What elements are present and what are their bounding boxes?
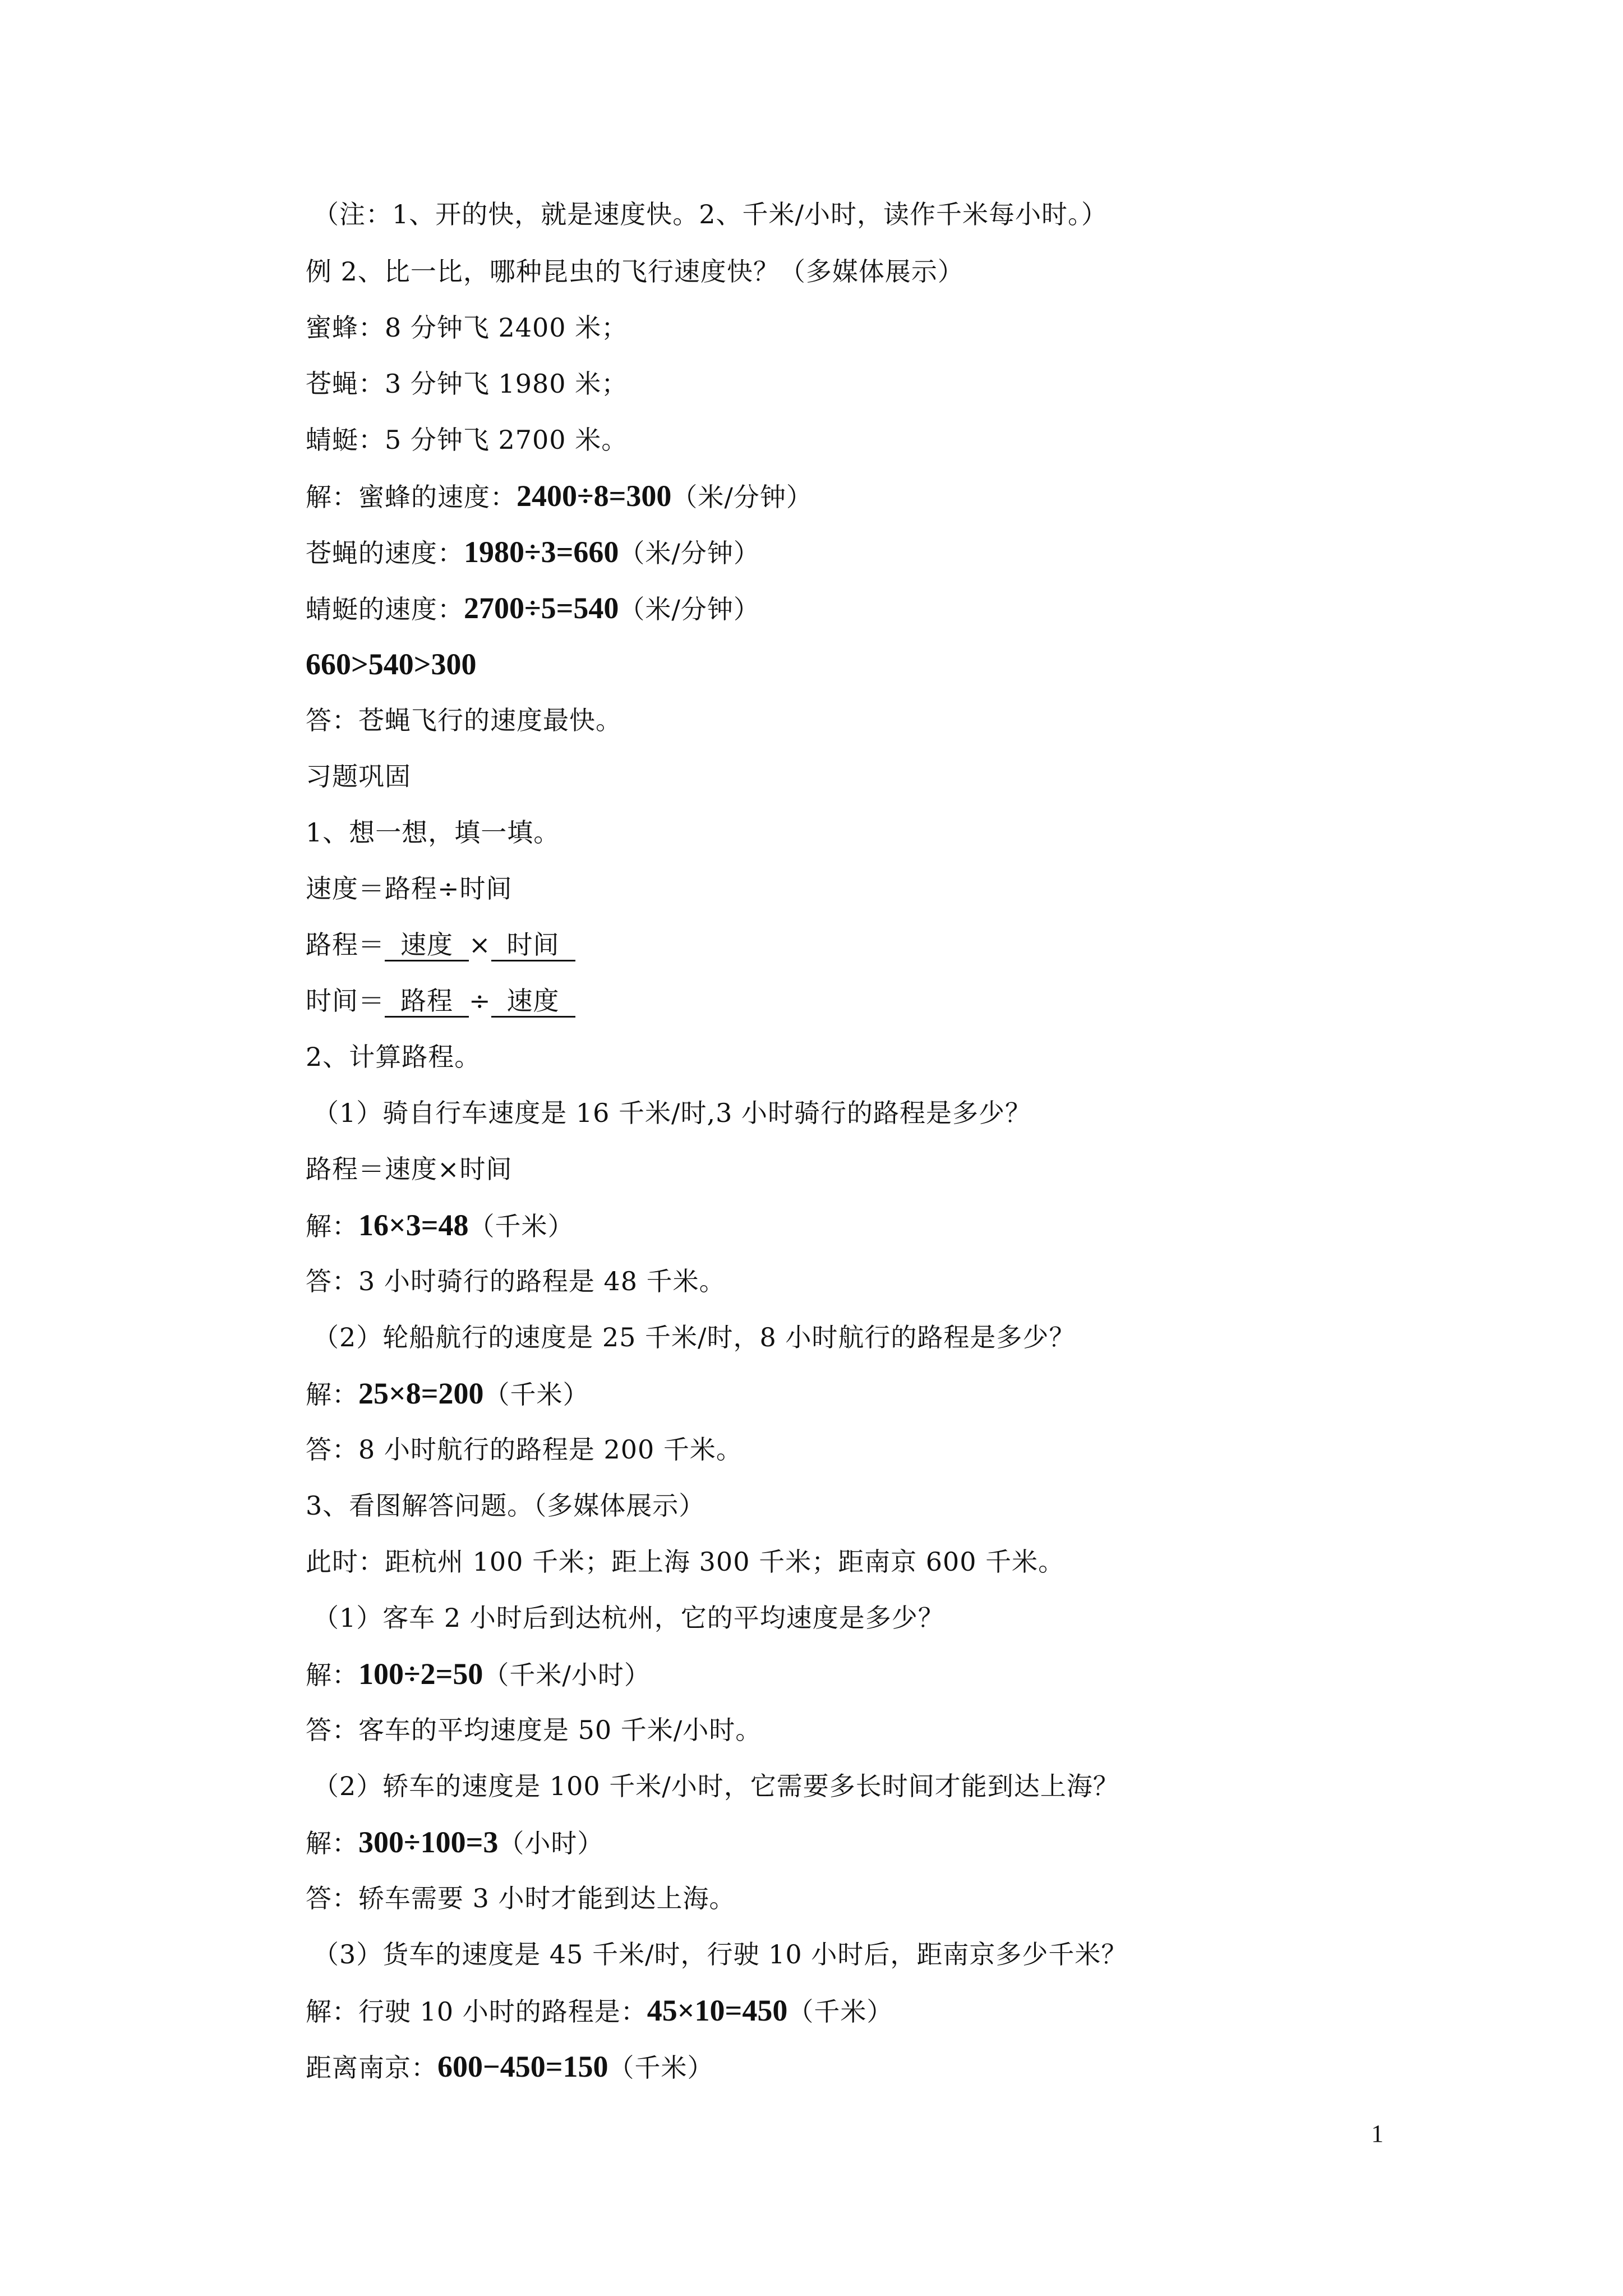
practice-title: 习题巩固 [306, 761, 411, 792]
question-3-3-solution [306, 1993, 893, 2030]
question-2-2-solution [306, 1375, 589, 1412]
solution-math: 2700÷5=540 [464, 591, 619, 625]
solution-unit: （千米） [483, 1379, 589, 1410]
formula-blank: 速度 [385, 930, 469, 961]
formula-operator: × [469, 930, 491, 960]
solution-math: 300÷100=3 [358, 1825, 499, 1859]
question-2-title: 2、计算路程。 [306, 1042, 481, 1072]
speed-comparison [306, 646, 477, 683]
solution-prefix: 解： [306, 1379, 358, 1410]
formula-blank: 速度 [491, 986, 575, 1018]
example-2-answer: 答：苍蝇飞行的速度最快。 [306, 705, 622, 735]
solution-unit: （米/分钟） [619, 538, 760, 568]
question-3-1-answer: 答：客车的平均速度是 50 千米/小时。 [306, 1715, 762, 1745]
question-3-2-solution [306, 1824, 603, 1861]
solution-math: 25×8=200 [358, 1377, 484, 1410]
question-2-2-answer: 答：8 小时航行的路程是 200 千米。 [306, 1434, 743, 1465]
solution-unit: （千米） [468, 1211, 574, 1241]
solution-prefix: 苍蝇的速度： [306, 538, 464, 568]
page-number: 1 [1371, 2120, 1384, 2147]
solution-math: 100÷2=50 [358, 1657, 483, 1691]
solution-unit: （米/分钟） [619, 594, 760, 624]
solution-math: 45×10=450 [647, 1994, 788, 2027]
solution-prefix: 解： [306, 1660, 358, 1690]
dragonfly-speed-solution [306, 590, 760, 627]
question-2-1-solution [306, 1207, 574, 1244]
question-1-title: 1、想一想，填一填。 [306, 817, 560, 848]
bee-data: 蜜蜂：8 分钟飞 2400 米； [306, 312, 628, 343]
dragonfly-data: 蜻蜓：5 分钟飞 2700 米。 [306, 425, 628, 455]
question-3-info: 此时：距杭州 100 千米；距上海 300 千米；距南京 600 千米。 [306, 1547, 1065, 1577]
solution-math: 2400÷8=300 [517, 479, 672, 513]
note-line: （注：1、开的快，就是速度快。2、千米/小时，读作千米每小时。） [313, 199, 1108, 229]
solution-math: 16×3=48 [358, 1208, 469, 1242]
question-2-1: （1）骑自行车速度是 16 千米/时,3 小时骑行的路程是多少？ [313, 1098, 1032, 1128]
solution-math: 600−450=150 [437, 2050, 608, 2083]
formula-blank: 路程 [385, 986, 469, 1018]
solution-prefix: 蜻蜓的速度： [306, 594, 464, 624]
solution-unit: （千米） [608, 2053, 714, 2083]
question-3-title: 3、看图解答问题。（多媒体展示） [306, 1490, 706, 1521]
solution-unit: （千米） [787, 1996, 893, 2027]
formula-prefix: 时间＝ [306, 986, 385, 1016]
comparison-math: 660>540>300 [306, 647, 477, 681]
time-formula [306, 983, 575, 1019]
question-3-2: （2）轿车的速度是 100 千米/小时，它需要多长时间才能到达上海？ [313, 1771, 1119, 1801]
question-3-1: （1）客车 2 小时后到达杭州，它的平均速度是多少？ [313, 1603, 944, 1633]
question-3-2-answer: 答：轿车需要 3 小时才能到达上海。 [306, 1883, 736, 1913]
formula-prefix: 路程＝ [306, 930, 385, 960]
distance-formula [306, 927, 575, 963]
formula-operator: ÷ [469, 986, 491, 1016]
distance-formula-text: 路程＝速度×时间 [306, 1154, 513, 1184]
question-3-3: （3）货车的速度是 45 千米/时，行驶 10 小时后，距南京多少千米？ [313, 1939, 1128, 1970]
fly-speed-solution [306, 534, 760, 571]
question-3-1-solution [306, 1656, 651, 1693]
speed-formula: 速度＝路程÷时间 [306, 873, 513, 904]
solution-prefix: 距离南京： [306, 2053, 437, 2083]
formula-blank: 时间 [491, 930, 575, 961]
fly-data: 苍蝇：3 分钟飞 1980 米； [306, 369, 628, 399]
solution-unit: （千米/小时） [483, 1660, 651, 1690]
solution-unit: （小时） [498, 1828, 604, 1858]
solution-prefix: 解： [306, 1828, 358, 1858]
question-2-1-answer: 答：3 小时骑行的路程是 48 千米。 [306, 1266, 726, 1296]
solution-prefix: 解：蜜蜂的速度： [306, 482, 517, 512]
example-2-title: 例 2、比一比，哪种昆虫的飞行速度快？（多媒体展示） [306, 256, 964, 287]
solution-prefix: 解：行驶 10 小时的路程是： [306, 1996, 647, 2027]
solution-unit: （米/分钟） [671, 482, 813, 512]
bee-speed-solution [306, 478, 813, 515]
question-3-3-distance [306, 2049, 714, 2086]
solution-prefix: 解： [306, 1211, 358, 1241]
question-2-2: （2）轮船航行的速度是 25 千米/时，8 小时航行的路程是多少？ [313, 1322, 1076, 1352]
solution-math: 1980÷3=660 [464, 535, 619, 569]
